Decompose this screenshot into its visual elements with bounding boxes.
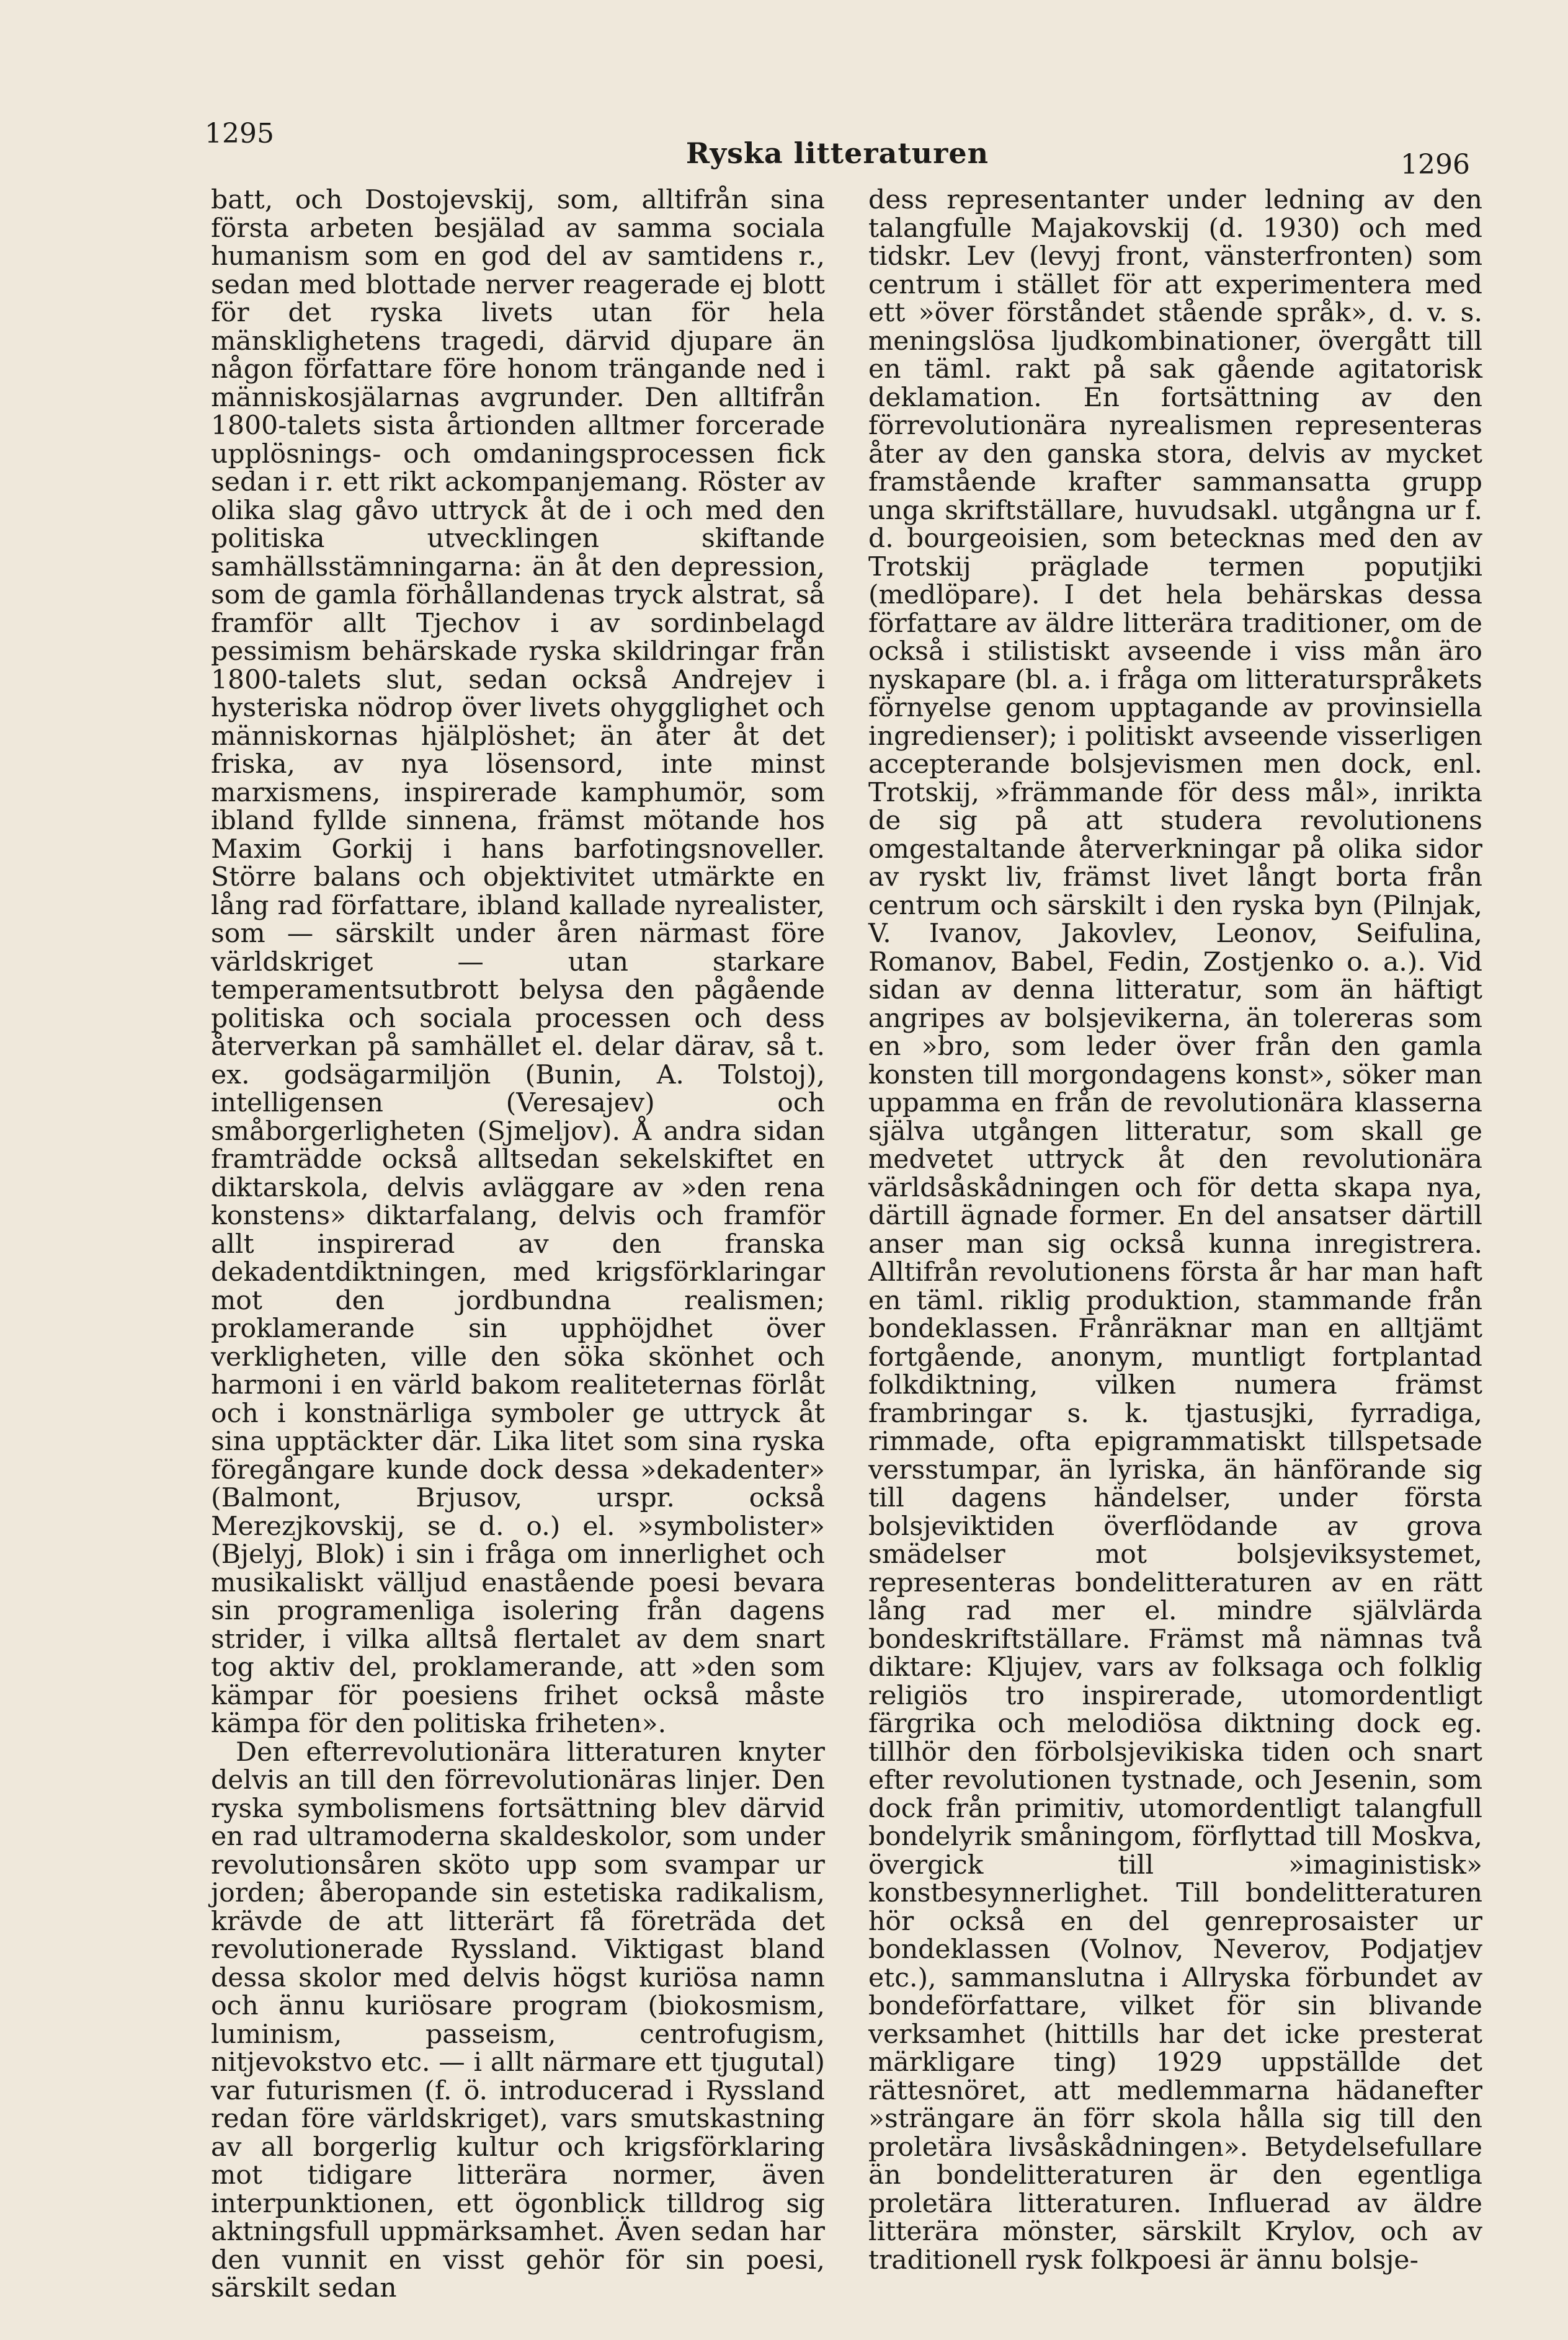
page-header — [205, 118, 1470, 180]
left-paragraph-1: batt, och Dostojevskij, som, alltifrån sina första arbeten besjälad av samma sociala humanism som en god del av samtidens r., sedan med blottade nerver reagerade ej blott för det ryska livets utan för hela mänsklighetens tragedi, därvid djupare än någon författare före honom trängande ned i människosjälarnas avgrunder. Den alltifrån 1800-talets sista årtionden alltmer forcerade upplösnings- och omdaningsprocessen fick sedan i r. ett rikt ackompanjemang. Röster av olika slag gåvo uttryck åt de i och med den politiska utvecklingen skiftande samhällsstämningarna: än åt den depression, som de gamla förhållandenas tryck alstrat, så framför allt Tjechov i av sordinbelagd pessimism behärskade ryska skildringar från 1800-talets slut, sedan också Andrejev i hysteriska nödrop över livets ohygglighet och människornas hjälplöshet; än åter åt det friska, av nya lösensord, inte minst marxismens, inspirerade kamphumör, som ibland fyllde sinnena, främst mötande hos Maxim Gorkij i hans barfotingsnoveller. Större balans och objektivitet utmärkte en lång rad författare, ibland kallade nyrealister, som — särskilt under åren närmast före världskriget — utan starkare temperamentsutbrott belysa den pågående politiska och sociala processen och dess återverkan på samhället el. delar därav, så t. ex. godsägarmiljön (Bunin, A. Tolstoj), intelligensen (Veresajev) och småborgerligheten (Sjmeljov). Å andra sidan framträdde också alltsedan sekelskiftet en diktarskola, delvis avläggare av »den rena konstens» diktarfalang, delvis och framför allt inspirerad av den franska dekadentdiktningen, med krigsförklaringar mot den jordbundna realismen; proklamerande sin upphöjdhet över verkligheten, ville den söka skönhet och harmoni i en värld bakom realiteternas förlåt och i konstnärliga symboler ge uttryck åt sina upptäckter där. Lika litet som sina ryska föregångare kunde dock dessa »dekadenter» (Balmont, Brjusov, urspr. också Merezjkovskij, se d. o.) el. »symbolister» (Bjelyj, Blok) i sin i fråga om innerlighet och musikaliskt välljud enastående poesi bevara sin programenliga isolering från dagens strider, i vilka alltså flertalet av dem snart tog aktiv del, proklamerande, att »den som kämpar för poesiens frihet också måste kämpa för den politiska friheten». — [211, 185, 825, 1739]
page-number-right: 1296 — [1401, 149, 1470, 180]
left-column — [211, 185, 825, 2303]
right-paragraph-1: dess representanter under ledning av den talangfulle Majakovskij (d. 1930) och med tidskr. Lev (levyj front, vänsterfronten) som centrum i stället för att experimentera med ett »över förståndet stående språk», d. v. s. meningslösa ljudkombinationer, övergått till en täml. rakt på sak gående agitatorisk deklamation. En fortsättning av den förrevolutionära nyrealismen representeras åter av den ganska stora, delvis av mycket framstående krafter sammansatta grupp unga skriftställare, huvudsakl. utgångna ur f. d. bourgeoisien, som betecknas med den av Trotskij präglade termen poputjiki (medlöpare). I det hela behärskas dessa författare av äldre litterära traditioner, om de också i stilistiskt avseende i viss mån äro nyskapare (bl. a. i fråga om litteraturspråkets förnyelse genom upptagande av provinsiella ingredienser); i politiskt avseende visserligen accepterande bolsjevismen men dock, enl. Trotskij, »främmande för dess mål», inrikta de sig på att studera revolutionens omgestaltande återverkningar på olika sidor av ryskt liv, främst livet långt borta från centrum och särskilt i den ryska byn (Pilnjak, V. Ivanov, Jakovlev, Leonov, Seifulina, Romanov, Babel, Fedin, Zostjenko o. a.). Vid sidan av denna litteratur, som än häftigt angripes av bolsjevikerna, än tolereras som en »bro, som leder över från den gamla konsten till morgondagens konst», söker man uppamma en från de revolutionära klasserna själva utgången litteratur, som skall ge medvetet uttryck åt den revolutionära världsåskådningen och för detta skapa nya, därtill ägnade former. En del ansatser därtill anser man sig också kunna inregistrera. Alltifrån revolutionens första år har man haft en täml. riklig produktion, stammande från bondeklassen. Frånräknar man en alltjämt fortgående, anonym, muntligt fortplantad folkdiktning, vilken numera främst frambringar s. k. tjastusjki, fyrradiga, rimmade, ofta epigrammatiskt tillspetsade versstumpar, än lyriska, än hänförande sig till dagens händelser, under första bolsjeviktiden överflödande av grova smädelser mot bolsjeviksystemet, representeras bondelitteraturen av en rätt lång rad mer el. mindre självlärda bondeskriftställare. Främst må nämnas två diktare: Kljujev, vars av folksaga och folklig religiös tro inspirerade, utomordentligt färgrika och melodiösa diktning dock eg. tillhör den förbolsjevikiska tiden och snart efter revolutionen tystnade, och Jesenin, som dock från primitiv, utomordentligt talangfull bondelyrik småningom, förflyttad till Moskva, övergick till »imaginistisk» konstbesynnerlighet. Till bondelitteraturen hör också en del genreprosaister ur bondeklassen (Volnov, Neverov, Podjatjev etc.), sammanslutna i Allryska förbundet av bondeförfattare, vilket för sin blivande verksamhet (hittills har det icke presterat märkligare ting) 1929 uppställde det rättesnöret, att medlemmarna hädanefter »strängare än förr skola hålla sig till den proletära livsåskådningen». Betydelsefullare än bondelitteraturen är den egentliga proletära litteraturen. Influerad av äldre litterära mönster, särskilt Krylov, och av traditionell rysk folkpoesi är ännu bolsje- — [868, 185, 1482, 2275]
left-paragraph-2: Den efterrevolutionära litteraturen knyter delvis an till den förrevolutionäras linjer. Den ryska symbolismens fortsättning blev därvid en rad ultramoderna skaldeskolor, som under revolutionsåren sköto upp som svampar ur jorden; åberopande sin estetiska radikalism, krävde de att litterärt få företräda det revolutionerade Ryssland. Viktigast bland dessa skolor med delvis högst kuriösa namn och ännu kuriösare program (biokosmism, luminism, passeism, centrofugism, nitjevokstvo etc. — i allt närmare ett tjugutal) var futurismen (f. ö. introducerad i Ryssland redan före världskriget), vars smutskastning av all borgerlig kultur och krigsförklaring mot tidigare litterära normer, även interpunktionen, ett ögonblick tilldrog sig aktningsfull uppmärksamhet. Även sedan har den vunnit en visst gehör för sin poesi, särskilt sedan — [211, 1737, 825, 2303]
right-column — [868, 185, 1482, 2275]
running-title: Ryska litteraturen — [685, 136, 989, 170]
page-number-left: 1295 — [205, 118, 274, 149]
